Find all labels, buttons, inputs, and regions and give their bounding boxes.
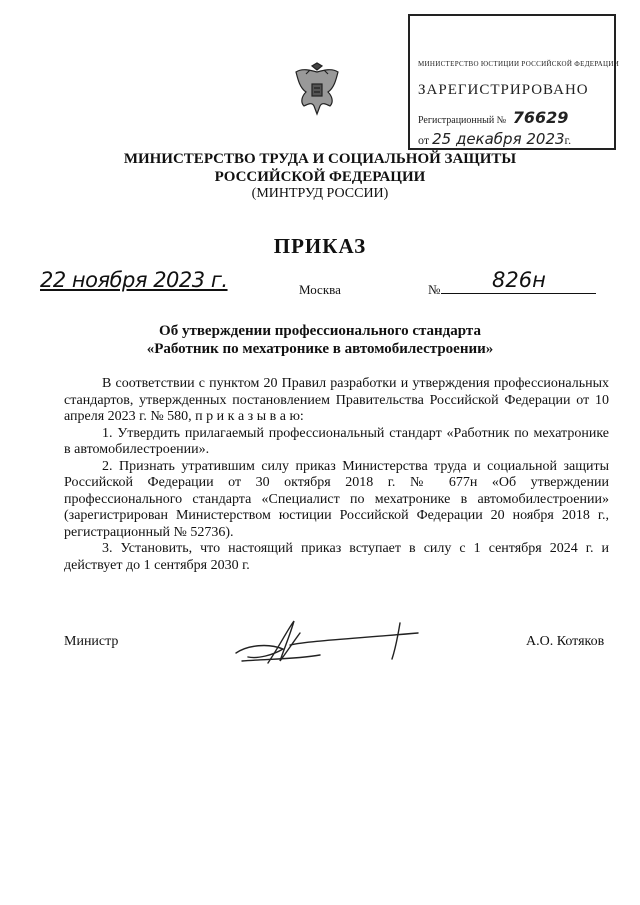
stamp-registered-label: ЗАРЕГИСТРИРОВАНО: [418, 82, 589, 98]
stamp-reg-label: Регистрационный №: [418, 115, 507, 126]
order-title-line-1: Об утверждении профессионального стандарта: [159, 323, 481, 339]
paragraph-preamble: В соответствии с пунктом 20 Правил разработки и утверждения профессиональных стандартов, утвержденных постановлением Правительства Российской Федерации от 10 апреля 2023 г. № 580, п р и к а з ы в а ю:: [64, 376, 609, 424]
registration-stamp: [408, 14, 620, 150]
ministry-name: [110, 150, 530, 186]
order-city: Москва: [299, 282, 341, 297]
signer-name: А.О. Котяков: [526, 634, 605, 649]
order-number-label: №: [428, 282, 441, 297]
paragraph-item-3: 3. Установить, что настоящий приказ вступает в силу с 1 сентября 2024 г. и действует до 1 сентября 2030 г.: [64, 541, 609, 573]
stamp-date-suffix: г.: [564, 133, 572, 147]
signer-title: Министр: [64, 634, 119, 649]
order-body: [64, 376, 609, 574]
paragraph-item-1: 1. Утвердить прилагаемый профессиональный стандарт «Работник по мехатронике в автомобилестроении».: [64, 425, 609, 457]
stamp-organization: МИНИСТЕРСТВО ЮСТИЦИИ РОССИЙСКОЙ ФЕДЕРАЦИИ: [418, 60, 620, 68]
stamp-date: [418, 130, 571, 148]
order-number: 826н: [492, 268, 546, 292]
stamp-reg-number: 76629: [512, 108, 569, 127]
stamp-date-prefix: от: [418, 133, 430, 147]
stamp-date-value: 25 декабря 2023: [432, 130, 565, 148]
order-date: 22 ноября 2023 г.: [40, 268, 228, 292]
paragraph-item-2: 2. Признать утратившим силу приказ Министерства труда и социальной защиты Российской Федерации от 30 октября 2018 г. № 677н «Об утверждении профессионального стандарта «Специалист по мехатронике в автомобилестроении» (зарегистрирован Министерством юстиции Российской Федерации 20 ноября 2018 г., регистрационный № 52736).: [64, 458, 609, 540]
stamp-registration-number: [418, 108, 568, 127]
document-type: ПРИКАЗ: [273, 234, 367, 258]
coat-of-arms-icon: [292, 62, 342, 120]
order-number-underline: [441, 293, 596, 294]
ministry-line-2: РОССИЙСКОЙ ФЕДЕРАЦИИ: [214, 169, 426, 185]
ministry-short-name: (МИНТРУД РОССИИ): [251, 186, 389, 201]
ministry-line-1: МИНИСТЕРСТВО ТРУДА И СОЦИАЛЬНОЙ ЗАЩИТЫ: [123, 151, 517, 167]
order-title: [80, 322, 560, 358]
order-title-line-2: «Работник по мехатронике в автомобилестроении»: [146, 341, 494, 357]
handwritten-signature: [228, 615, 428, 675]
